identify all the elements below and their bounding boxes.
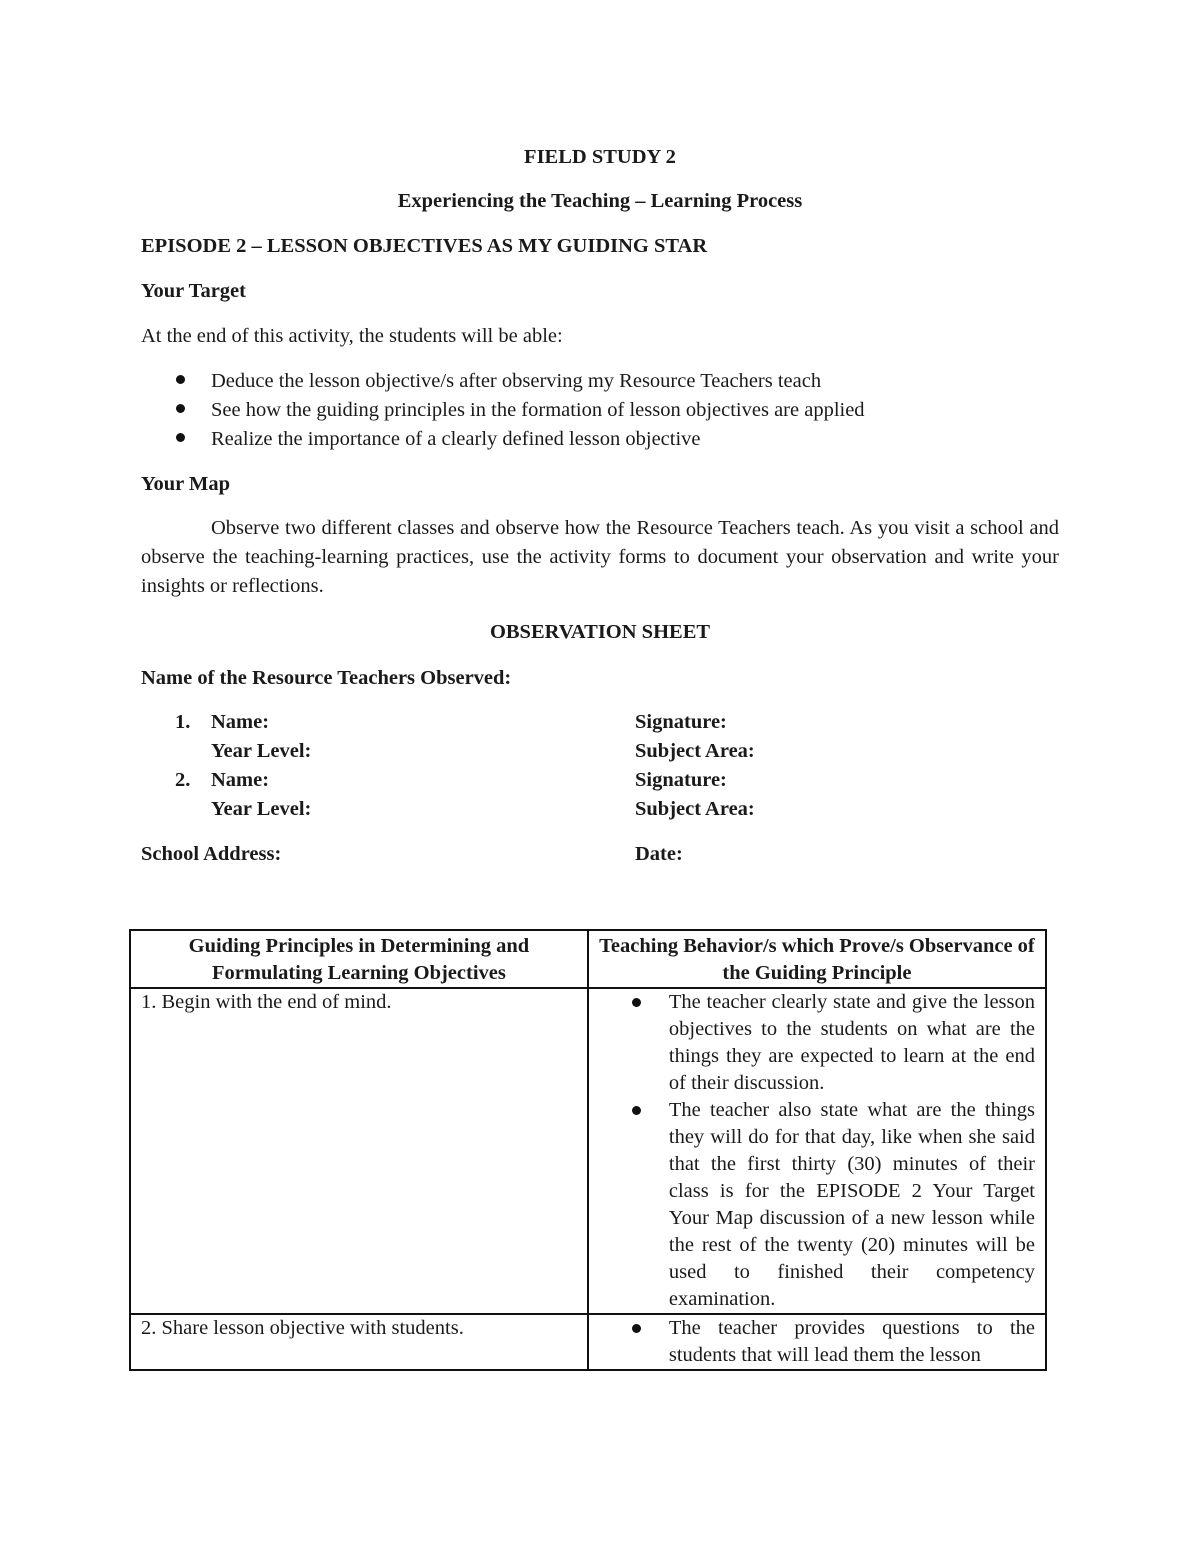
list-item [669,1315,1035,1369]
date-label: Date: [635,843,683,865]
bullet-icon [632,1324,641,1333]
year-level-label: Year Level: [211,740,312,762]
entry-number: 2. [175,769,191,791]
table-row [130,1314,1046,1370]
document-subtitle: Experiencing the Teaching – Learning Process [397,190,803,212]
map-paragraph [141,514,1059,601]
list-item [669,1097,1035,1313]
bullet-icon [632,1106,641,1115]
bullet-icon [176,375,185,384]
principle-cell: 2. Share lesson objective with students. [130,1314,588,1370]
bullet-icon [632,998,641,1007]
map-paragraph-text: Observe two different classes and observe how the Resource Teachers teach. As you visit a school and observe the teaching-learning practices, use the activity forms to document your observation and write your insights or reflections. [141,517,1059,597]
map-heading: Your Map [141,473,231,495]
signature-label: Signature: [635,769,727,791]
bullet-icon [176,404,185,413]
target-heading: Your Target [141,280,246,302]
target-item: Realize the importance of a clearly defined lesson objective [211,428,701,450]
behavior-text: The teacher provides questions to the students that will lead them the lesson [668,1317,1035,1366]
observation-sheet-title: OBSERVATION SHEET [489,621,711,643]
episode-heading: EPISODE 2 – LESSON OBJECTIVES AS MY GUIDING STAR [141,235,708,257]
document-title: FIELD STUDY 2 [524,146,676,168]
year-level-label: Year Level: [211,798,312,820]
table-row [130,988,1046,1314]
target-intro: At the end of this activity, the students will be able: [141,325,563,347]
signature-label: Signature: [635,711,727,733]
observed-teachers-label: Name of the Resource Teachers Observed: [141,667,512,689]
behavior-text: The teacher also state what are the things they will do for that day, like when she said that the first thirty (30) minutes of their class is for the EPISODE 2 Your Target Your Map discussion of a new lesson while the rest of the twenty (20) minutes will be used to finished their competency examination. [668,1099,1035,1310]
table-header-row [130,930,1046,988]
list-item [669,989,1035,1097]
behavior-cell [588,1314,1046,1370]
name-label: Name: [211,711,270,733]
subject-area-label: Subject Area: [635,798,755,820]
principle-cell: 1. Begin with the end of mind. [130,988,588,1314]
school-address-label: School Address: [141,843,282,865]
table-header: Teaching Behavior/s which Prove/s Observance of the Guiding Principle [588,930,1046,988]
subject-area-label: Subject Area: [635,740,755,762]
behavior-text: The teacher clearly state and give the lesson objectives to the students on what are the things they are expected to learn at the end of their discussion. [668,991,1035,1094]
entry-number: 1. [175,711,191,733]
observation-table [129,929,1047,1371]
target-item: Deduce the lesson objective/s after observing my Resource Teachers teach [211,370,822,392]
target-item: See how the guiding principles in the formation of lesson objectives are applied [211,399,865,421]
table-header: Guiding Principles in Determining and Formulating Learning Objectives [130,930,588,988]
behavior-cell [588,988,1046,1314]
name-label: Name: [211,769,270,791]
bullet-icon [176,433,185,442]
